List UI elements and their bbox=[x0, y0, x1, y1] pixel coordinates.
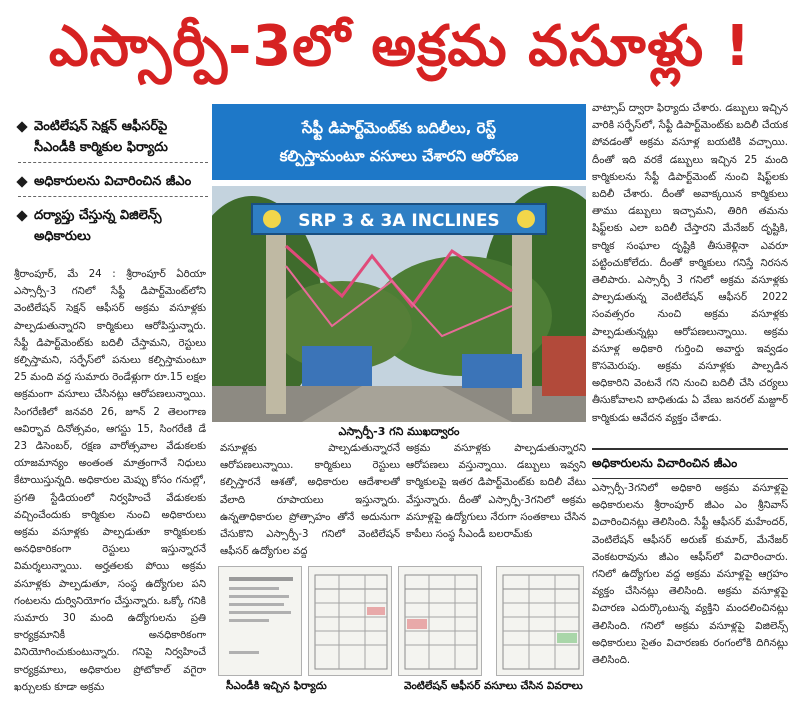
article-column-middle-a: వసూళ్లకు పాల్పడుతున్నారనే ఆరోపణలున్నాయి. కార్మికులు రెస్టులు కల్పిస్తారనే ఆశతో, అధికారుల ఆదేశాలతో వేలాది రూపాయలు ఇస్తున్నారు. ఉన్నతాధికారుల ప్రోత్సాహం తోనే అదునుగా చేసుకొని ఎస్సార్పీ-3 గనిలో వెంటిలేషన్ ఆఫీసర్ ఉద్యోగుల వద్ద bbox=[220, 443, 400, 558]
headline bbox=[0, 0, 800, 106]
collection-sheet-image bbox=[398, 566, 482, 676]
headline-text: ఎస్సార్పీ-3లో అక్రమ వసూళ్లు ! bbox=[48, 13, 752, 79]
arch-sign-text: SRP 3 & 3A INCLINES bbox=[298, 211, 500, 231]
section-heading: అధికారులను విచారించిన జీఎం bbox=[592, 448, 788, 479]
complaint-document-image bbox=[218, 566, 302, 676]
photo-caption: ఎస్సార్పీ-3 గని ముఖద్వారం bbox=[338, 425, 460, 438]
bullet-text: అధికారులను విచారించిన జీఎం bbox=[34, 174, 192, 189]
complaint-caption: సీఎండీకి ఇచ్చిన ఫిర్యాదు bbox=[226, 680, 327, 692]
banner-line-2: కల్పిస్తామంటూ వసూలు చేశారని ఆరోపణ bbox=[279, 147, 519, 165]
diamond-bullet-icon bbox=[16, 121, 27, 132]
bullet-item bbox=[18, 171, 208, 197]
sub-headline-banner bbox=[212, 104, 586, 180]
highlight-bullets bbox=[18, 116, 208, 259]
collections-caption: వెంటిలేషన్ ఆఫీసర్ వసూలు చేసిన వివరాలు bbox=[404, 680, 583, 692]
mine-entrance-illustration bbox=[212, 186, 586, 422]
bullet-text: వెంటిలేషన్ సెక్షన్ ఆఫీసర్‌పై సీఎండీకి కార్మికుల ఫిర్యాదు bbox=[34, 119, 168, 155]
collection-sheet-image bbox=[308, 566, 392, 676]
bullet-item bbox=[18, 205, 208, 251]
article-column-middle-b: అక్రమ వసూళ్లకు పాల్పడుతున్నారని ఆరోపణలు వస్తున్నాయి. డబ్బులు ఇవ్వని కార్మికులపై ఇతర డిపార్ట్‌మెంట్‌కు బదిలీ వేటు వేస్తున్నారు. దీంతో ఎస్సార్పీ-3గనిలో అక్రమ వసూళ్లపై ఉద్యోగులు నేరుగా సంతకాలు చేసిన కాపీలు సంస్థ సీఎండీ బలరామ్‌కు bbox=[406, 443, 586, 541]
diamond-bullet-icon bbox=[16, 176, 27, 187]
diamond-bullet-icon bbox=[16, 210, 27, 221]
article-column-right: వాట్సాప్ ద్వారా ఫిర్యాదు చేశారు. డబ్బులు ఇచ్చిన వారికి సర్ఫేస్‌లో, సేఫ్టీ డిపార్ట్‌మెంట్‌కు బదిలీ చేయక పోవడంతో అక్రమ వసూళ్ల బయటికి వచ్చాయి. దీంతో ఇది వరకే డబ్బులు ఇచ్చిన 25 మంది కార్మికులను సేఫ్టీ డిపార్ట్‌మెంట్ నుంచి షిఫ్ట్‌లకు బదిలీ చేశారు. దీంతో అవాక్కయిన కార్మికులు తాము డబ్బులు ఇచ్చామని, తిరిగి తమను షిఫ్ట్‌లకు ఎలా బదిలీ చేస్తారని మేనేజర్ దృష్టికి, కార్మిక సంఘాల దృష్టికి తీసుకెళ్లినా ఎవరూ పట్టించుకోలేదు. దీంతో కార్మికులు గనిస్తే నిరసన తెలిపారు. ఎస్సార్పీ 3 గనిలో అక్రమ వసూళ్లకు పాల్పడుతున్న వెంటిలేషన్ ఆఫీసర్ 2022 సంవత్సరం నుంచి అక్రమ వసూళ్లకు పాల్పడుతున్నట్లు ఆరోపణలున్నాయి. అక్రమ వసూళ్ల అధికారి గుర్తించి అవార్డు ఇవ్వడం కొసమెరుపు. అక్రమ వసూళ్లకు పాల్పడిన అధికారిని వెంటనే గని నుంచి బదిలీ చేసి చర్యలు తీసుకోవాలని బాధితుడు ఏ వేణు జనరల్ మజ్దూర్ కార్మికుడు ఆవేదన వ్యక్తం చేశాడు. bbox=[592, 103, 788, 424]
article-column-left: శ్రీరాంపూర్, మే 24 : శ్రీరాంపూర్ ఏరియా ఎస్సార్పీ-3 గనిలో సేఫ్టీ డిపార్ట్‌మెంట్‌లోని వెంటిలేషన్ సెక్షన్ ఆఫీసర్ అక్రమ వసూళ్లకు పాల్పడుతున్నారని కార్మికులు ఆరోపిస్తున్నారు. సేఫ్టీ డిపార్ట్‌మెంట్‌కు బదిలీ చేస్తామని, రెస్టులు కల్పిస్తామని, సర్ఫేస్‌లో పనులు కల్పిస్తామంటూ 25 మంది వద్ద సుమారు రెండేళ్లుగా రూ.15 లక్షల అక్రమంగా వసూలు చేసినట్లు ఆరోపణలున్నాయి. సింగరేణిలో జనవరి 26, జూన్ 2 తెలంగాణ ఆవిర్భావ దినోత్సవం, ఆగస్టు 15, సింగరేణి డే 23 డిసెంబర్, రక్షణ వారోత్సవాల వేడుకలకు యాజమాన్యం అంతంత మాత్రంగానే నిధులు కేటాయిస్తున్నది. అధికారుల మెప్పు కోసం గనుల్లో, ప్రగతి స్టేడియంలో నిర్వహించే వేడుకలకు వచ్చించేందుకు కార్మికుల నుంచి అధికారులు అక్రమ వసూళ్లకు పాల్పడుతూ కార్మికులకు అనధికారికంగా రెస్టులు ఇస్తున్నారనే విమర్శలున్నాయి. అర్హతలకు పోయి అక్రమ వసూళ్లకు పాల్పడుతూ, సంస్థ ఉద్యోగుల పని గంటలను దుర్వినియోగం చేస్తున్నారు. ఒక్కో గనికి సుమారు 30 మంది ఉద్యోగులను ప్రతి కార్యక్రమానికీ అనధికారికంగా వినియోగించుకుంటున్నారు. గనిపై నిర్వహించే కార్యక్రమాలు, అధికారుల ప్రోటోకాల్ వగైరా ఖర్చులకు కూడా అక్రమ bbox=[14, 269, 206, 693]
article-column-right-lower: ఎస్సార్పీ-3గనిలో అధికారి అక్రమ వసూళ్లపై అధికారులను శ్రీరాంపూర్ జీఎం ఎం శ్రీనివాస్ విచారించినట్లు తెలిసింది. సేఫ్టీ ఆఫీసర్ మహేందర్, వెంటిలేషన్ ఆఫీసర్ అరుణ్ కుమార్, మేనేజర్ వెంకటరావును జీఎం ఆఫీస్‌లో విచారించారు. గనిలో ఉద్యోగుల వద్ద అక్రమ వసూళ్లపై ఆగ్రహం వ్యక్తం చేసినట్లు తెలిసింది. అక్రమ వసూళ్లపై విచారణ ఎదుర్కొంటున్న వ్యక్తిని మందలించినట్లు తెలిసింది. గనిలో అక్రమ వసూళ్లపై విజిలెన్స్ అధికారులు సైతం విచారణకు రంగంలోకి దిగినట్లు తెలిసింది. bbox=[592, 483, 788, 667]
collection-sheet-image bbox=[496, 566, 584, 676]
bullet-item bbox=[18, 116, 208, 163]
bullet-text: దర్యాప్తు చేస్తున్న విజిలెన్స్ అధికారులు bbox=[34, 208, 162, 244]
banner-line-1: సేఫ్టీ డిపార్ట్‌మెంట్‌కు బదిలీలు, రెస్ట్ bbox=[301, 119, 497, 137]
mine-entrance-photo bbox=[212, 186, 586, 422]
